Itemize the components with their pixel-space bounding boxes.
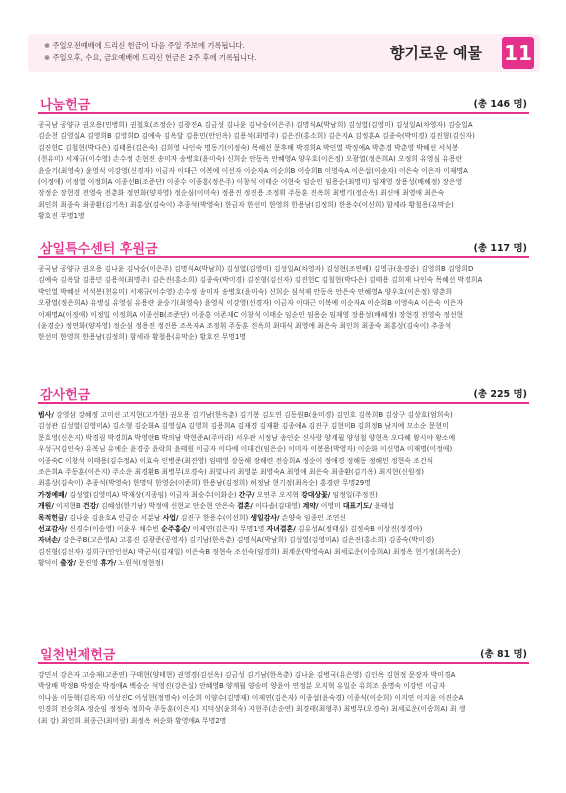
donor-line: 한선미 한영희 한용남(김정희) 함세라 황철용(유막순) 황호진 무명1명 [38,333,246,342]
header-note: ※ 주일오전예배에 드리신 헌금이 다음 주일 주보에 기록됩니다. [44,41,245,50]
donor-line: 최홍상(김숙이) 추종석(박영숙) 한명덕 한영순(이준희) 한용남(김정희) 허정남 현기정(최옥순) 홍경란 무명29명 [38,479,371,488]
donor-list [38,410,529,570]
donor-line: 박인열 박혜선 서석봉(천유미) 서재규(이수영) 손수정 송미자 송병호(윤미숙) 신희순 심석재 안동옥 안은숙 안혜영A 양우호(이은정) 양춘희 [38,287,453,296]
offering-category-label: 생일감사/ [250,513,280,522]
offering-category-label: 개원/ [38,502,54,511]
donor-line: 김예숙 김옥달 김용민 김용석(최명주) 김은진(홍소희) 김종숙(박미경) 김진형(김신자) 김진헌C 김철현(박다은) 김태용 김희재 나인숙 목혜선 박경희A [38,276,483,285]
donor-list [38,120,529,223]
donor-line: 장정순 장현경 전영숙 전춘화 정연화(양자영) 정순심(이미숙) 정용진 정진용 조정휘 주동훈 진옥희 최병기(정순옥) 최신애 최영애 최은숙 [38,189,445,198]
donor-line: 김진형(김신자) 김희구(안인선A) 박군식(김재일) 이은숙B 정현숙 조선숙(임경희) 최계운(박영숙A) 최세로운(이승희A) 최정옥 현기정(최옥순) [38,547,461,556]
donor-line: 범사/ 강영삼 강혜정 고미선 고지현(고가현) 권오용 김기남(한옥춘) 김기봉 김도연 김동원B(윤미경) 김민호 김복희B 김상구 김상호(엄희숙) [38,411,453,419]
section-title: 일천번제헌금 [40,648,116,663]
donor-line: (이정애) 이정열 이정희A 이종선B(조준단) 이종수 이종흥(정은주) 이창석 이태순 이현숙 임순인 임용순(최명미) 임재영 장용성(배혜정) 장은영 [38,178,463,187]
section-header [38,384,529,404]
offering-category-label: 간구/ [238,490,255,499]
offering-category-label: 가정예배/ [38,490,68,499]
section-title: 삼일특수센터 후원금 [40,242,158,257]
offering-category-label: 선교감사/ [38,525,68,534]
header-note: ※ 주일오후, 수요, 금요예배에 드리신 헌금은 2주 후에 기록됩니다. [44,53,257,62]
donor-line: 이종숙C 이창석 이태용(김수정A) 이효숙 인병준(최진영) 임태영 장동해 장해련 전승희A 정순이 정애경 정해동 정해민 정현숙 조건식 [38,456,434,465]
donor-line: 우성구(김인숙) 유복님 유예순 윤경중 윤락희 윤태원 이금자 이다예 이대건(임은순) 이미자 이봉용(박영자) 이순화 이신영A 이재명(이정애) [38,445,453,454]
offering-category-label: 목적헌금/ [38,513,68,522]
offering-category-label: 범사/ [38,411,54,419]
offering-category-label: 출장/ [60,559,77,568]
donor-line: 김순천 김영실A 김영희B 김영희D 김예숙 김옥달 김용민(안인옥) 김용석(최명주) 김은진(홍소희) 김은지A 김정훈A 김종숙(박미경) 김진형(김신자) [38,132,475,141]
donor-line: 공국남 공양규 권오용 김나윤 김낙승(이은주) 김명식A(박남희) 김성열(김영미) 김성일A(차영자) 김성현(조연배) 김영규(윤경중) 김영희B 김영희D [38,265,474,273]
donor-line: 박상배 박정B 박정순 박정애A 백승순 석영진(강은실) 안혜영B 양계월 양승비 양윤아 연정분 오지혁 유일순 유희조 윤명숙 이강빈 이금자 [38,682,446,691]
section-count: (총 81 명) [480,649,527,660]
offering-category-label: 휴가/ [100,559,117,568]
donor-line: 이재명A(이정애) 이정일 이정희A 이종선B(조준단) 이종흥 이존재C 이창석 이태순 임순인 임용순 임재영 장용성(배혜정) 장현경 전영숙 정선현 [38,310,464,319]
donor-line: 황덕이 출장/ 문진영 휴가/ 노원석(정현정) [38,559,164,568]
section-thousand-offering [38,644,529,727]
donor-line: 김진헌C 김철현(박다은) 김태용(김은숙) 김희영 나인숙 명동기(이정숙) 목혜선 문후배 박경희A 박인열 박정예A 박춘경 박춘영 박혜선 서석봉 [38,143,459,152]
donor-line: 최인희 최종숙 최종환(김기옥) 최홍상(김숙이) 추종석(박영숙) 한금자 한선미 한영희 한용남(김정희) 한용수(이선희) 함세라 황철용(유막순) [38,200,454,209]
section-title: 나눔헌금 [40,98,91,113]
donor-line: 김성관 김성열(김영미A) 김소형 김순화A 김영실A 김영희 김용희A 김재경 김재환 김종애A 김진구 김현미B 김희정B 남지예 모소순 문현미 [38,422,449,431]
donor-line: 인경희 전승희A 정순임 정정숙 정희숙 주동훈(이은지) 지덕상(윤희숙) 지현주(손순연) 최경태(최형주) 최병무(오경숙) 최세로운(이승희A) 최 생 [38,705,466,714]
donor-line: 조은희A 주동훈(이은지) 주소운 최경환B 최병무(오경숙) 최빛나리 최영분 최영숙A 최영애 최은숙 최종환(김기옥) 최지현(신원정) [38,468,424,477]
section-count: (총 225 명) [473,389,527,400]
offering-category-label: 대표기도/ [342,502,373,511]
header-notes [44,40,257,64]
section-sharing-offering [38,94,529,223]
donor-line: 공국남 공양규 권오용(민병희) 권철호(조정순) 김광진A 김금성 김나윤 김낙승(이은주) 김명식A(박남희) 김성열(김영미) 김성일A(차영자) 김승일A [38,121,473,129]
donor-line: 문호영(신은지) 박경림 박경희A 박영란B 박의남 박현준A(주아라) 서우관 서정남 송인순 신사랑 양계월 양성철 양현옥 오다혜 왕시야 왕소예 [38,433,456,442]
donor-line: 이나음 이동혁(김옥자) 이상진C 이성현(정명숙) 이순희 이양수(김명재) 이제연(김은자) 이종섭(윤숙경) 이종식(이순희) 이지연 이지음 이진순A [38,693,464,702]
donor-line: 황호진 무명1명 [38,212,85,221]
donor-list [38,264,529,344]
donor-line: 선교감사/ 신경수(이승영) 이윤우 채수빈 순주홍순/ 이제연(김은자) 무명1명 자녀결혼/ 김유성A(정태심) 김정숙B 이상진(정경아) [38,525,423,534]
donor-list [38,670,529,727]
section-thanksgiving-offering [38,384,529,570]
donor-line: 윤승기(최영숙) 윤영식 이강영(신경자) 이금자 이대근 이복예 이선자 이순자A 이순희B 이승희B 이영숙A 이은섭(이송자) 이은숙 이은자 이재명A [38,166,468,175]
offering-category-label: 결혼/ [237,502,253,511]
donor-line: 강민서 강은자 고승재(고준연) 구태현(양태현) 권영경(김선옥) 김금성 김기남(한옥춘) 김나윤 김병국(유은영) 김인옥 김현정 문장자 박미경A [38,671,456,679]
offering-category-label: 자녀결혼/ [266,525,296,534]
donor-line: 가정예배/ 김성열(김영미A) 박재상(지종임) 이금자 최승수(이화순) 간구/ 오연주 오지혁 강대상꽃/ 임정일(주정진) [38,490,378,499]
donor-line: 자녀손/ 강은주B(고은영A) 고홍진 김광준(공영자) 김기남(한옥춘) 김명식A(박남희) 김성열(김영미A) 김은진(홍소희) 김종숙(박미경) [38,536,435,545]
page-number-badge: 11 [502,37,534,69]
section-center-support [38,238,529,344]
donor-line: 개원/ 이지현B 건강/ 김혜성(한기남) 박정애 신현교 안순현 안은숙 결혼/ 이다솔(김대영) 계약/ 이영미 대표기도/ 윤태섭 [38,502,395,511]
section-count: (총 146 명) [473,99,527,110]
offering-category-label: 계약/ [302,502,319,511]
section-header [38,644,529,664]
offering-category-label: 사업/ [162,513,179,522]
section-title: 감사헌금 [40,388,91,403]
donor-line: (윤경순) 정연화(양자영) 정순심 정용진 정진용 조옥자A 조정휘 주동훈 진옥희 최대식 최영애 최은숙 최인희 최종숙 최홍상(김숙이) 추종석 [38,322,452,331]
section-header [38,238,529,258]
donor-line: 목적헌금/ 김나윤 김윤호A 인금순 서분남 사업/ 김진구 한용수(이선희) 생일감사/ 손양숙 임종인 조연신 [38,513,347,522]
donor-line: (천유미) 서재규(이수영) 손수정 손현진 송미자 송병호(윤미숙) 신희순 안동옥 안혜영A 양우호(이은정) 오광열(정은희A) 오정희 유영심 유용란 [38,155,463,164]
offering-category-label: 자녀손/ [38,536,61,545]
donor-line: (최 강) 최인희 최종근(최미랑) 최정옥 허순화 황영애A 무명2명 [38,716,227,725]
offering-category-label: 강대상꽃/ [301,490,331,499]
page-header [28,34,540,72]
donor-line: 오광열(정은희A) 유병실 유영심 유용란 윤승기(최영숙) 윤영식 이강영(신경자) 이금자 이대근 이복예 이순자A 이순희B 이영숙A 이은숙 이은자 [38,299,464,308]
offering-category-label: 건강/ [82,502,99,511]
section-count: (총 117 명) [473,243,527,254]
section-header [38,94,529,114]
offering-category-label: 순주홍순/ [161,525,191,534]
page-title: 향기로운 예물 [389,44,482,62]
